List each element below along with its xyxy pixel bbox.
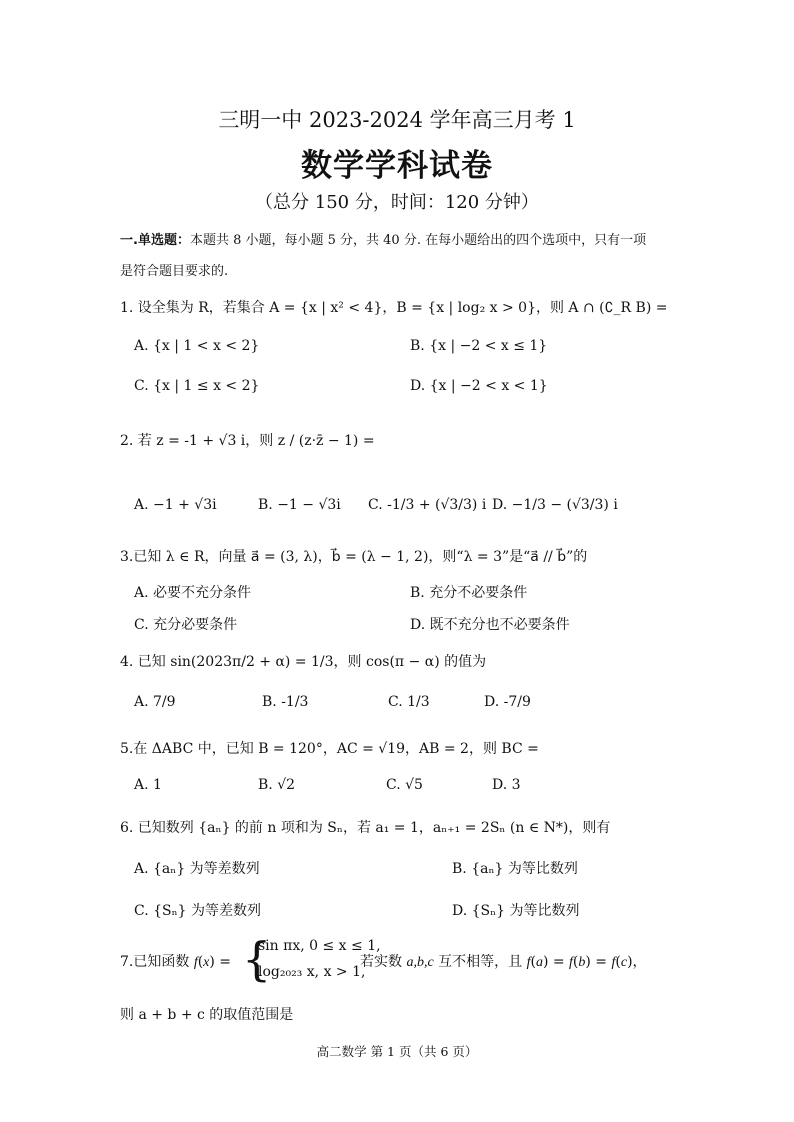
question-4-stem: 4. 已知 sin(2023π/2 + α) = 1/3，则 cos(π − α) 的值为 (120, 654, 487, 670)
piecewise-brace: { (242, 932, 272, 986)
question-7-stem-line2: 则 a + b + c 的取值范围是 (120, 1007, 294, 1023)
question-2-stem: 2. 若 z = -1 + √3 i，则 z / (z·z̄ − 1) = (120, 433, 375, 449)
section-instructions-line2: 是符合题目要求的. (120, 264, 229, 279)
question-1-option-d: D. {x | −2 < x < 1} (410, 378, 548, 394)
question-4-option-d: D. -7/9 (484, 694, 531, 710)
question-6-option-a: A. {aₙ} 为等差数列 (134, 861, 260, 877)
question-3-option-d: D. 既不充分也不必要条件 (410, 617, 570, 633)
question-1-option-b: B. {x | −2 < x ≤ 1} (410, 338, 548, 354)
question-5-option-d: D. 3 (492, 777, 521, 793)
section-heading: 一.单选题： (120, 233, 190, 248)
section-instructions (120, 229, 646, 248)
question-7-case-2: log₂₀₂₃ x, x > 1, (258, 964, 366, 980)
question-3-option-a: A. 必要不充分条件 (134, 585, 252, 601)
question-6-option-b: B. {aₙ} 为等比数列 (452, 861, 578, 877)
question-5-option-a: A. 1 (134, 777, 162, 793)
question-1-option-c: C. {x | 1 ≤ x < 2} (134, 378, 260, 394)
question-4-option-a: A. 7/9 (134, 694, 176, 710)
question-3-option-b: B. 充分不必要条件 (410, 585, 528, 601)
question-6-option-d: D. {Sₙ} 为等比数列 (452, 903, 580, 919)
exam-subject-title: 数学学科试卷 (301, 148, 493, 184)
question-3-stem: 3.已知 λ ∈ R，向量 a⃗ = (3, λ)，b⃗ = (λ − 1, 2)，则“λ = 3”是“a⃗ // b⃗”的 (120, 549, 588, 565)
question-1-stem: 1. 设全集为 R，若集合 A = {x | x² < 4}，B = {x | log₂ x > 0}，则 A ∩ (∁_R B) = (120, 300, 668, 316)
question-2-option-b: B. −1 − √3i (258, 497, 341, 513)
question-6-stem: 6. 已知数列 {aₙ} 的前 n 项和为 Sₙ，若 a₁ = 1，aₙ₊₁ = 2Sₙ (n ∈ N*)，则有 (120, 820, 611, 836)
question-2-option-c: C. -1/3 + (√3/3) i (368, 497, 487, 513)
question-3-option-c: C. 充分必要条件 (134, 617, 238, 633)
exam-school-title: 三明一中 2023-2024 学年高三月考 1 (218, 108, 576, 132)
question-4-option-c: C. 1/3 (388, 694, 430, 710)
exam-score-time: （总分 150 分，时间：120 分钟） (255, 192, 539, 213)
question-2-option-d: D. −1/3 − (√3/3) i (492, 497, 618, 513)
question-5-option-b: B. √2 (258, 777, 296, 793)
question-6-option-c: C. {Sₙ} 为等差数列 (134, 903, 262, 919)
question-2-option-a: A. −1 + √3i (134, 497, 217, 513)
question-7-stem-tail: 若实数 a,b,c 互不相等，且 f(a) = f(b) = f(c)， (360, 954, 647, 970)
section-instructions-line1: 本题共 8 小题，每小题 5 分，共 40 分. 在每小题给出的四个选项中，只有一项 (189, 233, 647, 248)
page-footer: 高二数学 第 1 页（共 6 页） (316, 1044, 478, 1059)
question-7-label: 7.已知函数 f(x) = (120, 954, 232, 970)
question-7-case-1: sin πx, 0 ≤ x ≤ 1, (258, 938, 381, 954)
question-1-option-a: A. {x | 1 < x < 2} (134, 338, 260, 354)
question-4-option-b: B. -1/3 (262, 694, 309, 710)
question-5-stem: 5.在 ΔABC 中，已知 B = 120°，AC = √19，AB = 2，则 BC = (120, 741, 539, 757)
question-5-option-c: C. √5 (386, 777, 423, 793)
